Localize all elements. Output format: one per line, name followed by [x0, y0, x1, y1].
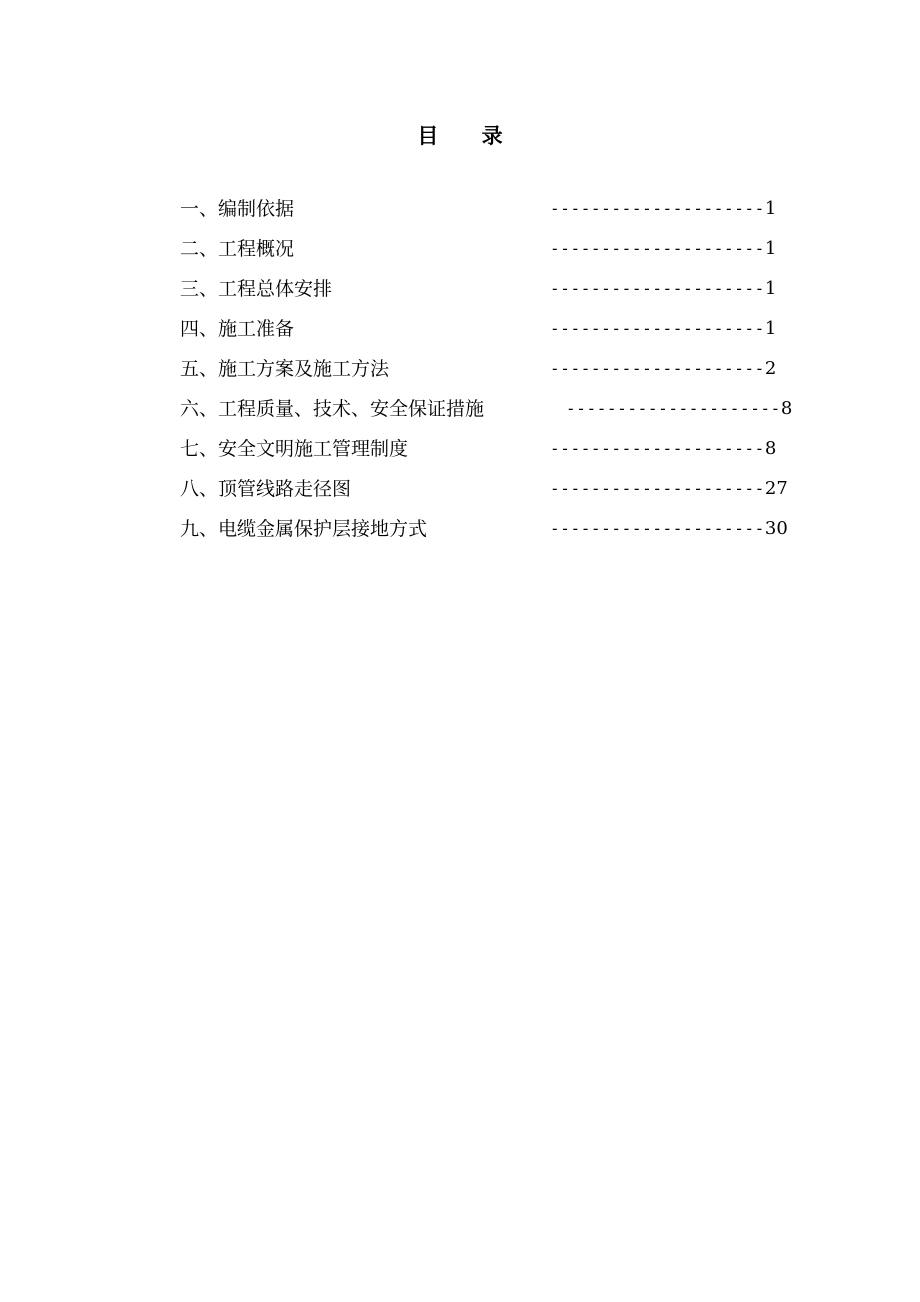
toc-entry[interactable]	[180, 234, 820, 264]
toc-entry-page: 2	[764, 358, 777, 379]
toc-entry-label: 五、施工方案及施工方法	[180, 358, 390, 380]
toc-entry[interactable]	[180, 514, 820, 544]
toc-entry[interactable]	[180, 434, 820, 464]
toc-leader-dashes: ---------------------	[550, 439, 765, 458]
toc-entry-label: 八、顶管线路走径图	[180, 478, 352, 500]
toc-entry-page: 8	[780, 398, 793, 419]
toc-entry-leader	[550, 434, 776, 464]
toc-entry-page: 1	[764, 318, 777, 339]
toc-entry-label: 三、工程总体安排	[180, 278, 333, 300]
toc-leader-dashes: ---------------------	[550, 279, 765, 298]
toc-leader-dashes: ---------------------	[550, 319, 765, 338]
toc-entry-label: 四、施工准备	[180, 318, 295, 340]
toc-entry-leader	[566, 394, 792, 424]
toc-entry-page: 1	[764, 198, 777, 219]
toc-leader-dashes: ---------------------	[566, 399, 781, 418]
toc-title: 目 录	[417, 124, 521, 148]
toc-entry-leader	[550, 314, 776, 344]
toc-entry-page: 8	[764, 438, 777, 459]
toc-entry[interactable]	[180, 194, 820, 224]
toc-leader-dashes: ---------------------	[550, 479, 765, 498]
toc-entry-leader	[550, 274, 776, 304]
toc-entry-label: 七、安全文明施工管理制度	[180, 438, 409, 460]
toc-entry-page: 1	[764, 278, 777, 299]
toc-entry[interactable]	[180, 314, 820, 344]
toc-leader-dashes: ---------------------	[550, 199, 765, 218]
toc-entry[interactable]	[180, 394, 820, 424]
toc-entry-page: 30	[764, 518, 788, 539]
toc-entry-label: 九、电缆金属保护层接地方式	[180, 518, 428, 540]
toc-entry[interactable]	[180, 354, 820, 384]
toc-entry-label: 二、工程概况	[180, 238, 295, 260]
toc-entry-leader	[550, 474, 788, 504]
toc-entry-page: 27	[764, 478, 788, 499]
toc-leader-dashes: ---------------------	[550, 239, 765, 258]
toc-entry-label: 一、编制依据	[180, 198, 295, 220]
toc-entry-leader	[550, 514, 788, 544]
toc-entry-page: 1	[764, 238, 777, 259]
toc-entry-label: 六、工程质量、技术、安全保证措施	[180, 398, 485, 420]
toc-entry-leader	[550, 194, 776, 224]
toc-entry[interactable]	[180, 274, 820, 304]
toc-entry-leader	[550, 234, 776, 264]
toc-leader-dashes: ---------------------	[550, 519, 765, 538]
toc-entry-leader	[550, 354, 776, 384]
toc-entry[interactable]	[180, 474, 820, 504]
toc-leader-dashes: ---------------------	[550, 359, 765, 378]
